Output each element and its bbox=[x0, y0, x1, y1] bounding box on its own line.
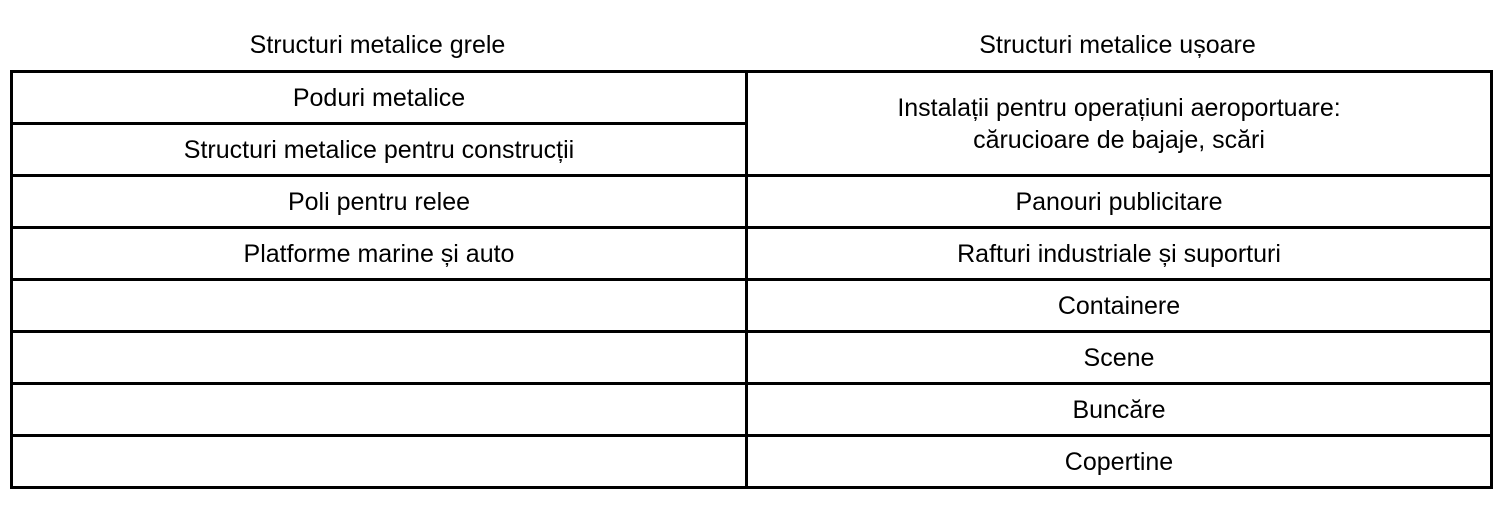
cell-light-2: Panouri publicitare bbox=[747, 176, 1492, 228]
table-row bbox=[12, 176, 1492, 228]
column-header-heavy-structures: Structuri metalice grele bbox=[249, 31, 506, 59]
cell-heavy-4: Platforme marine și auto bbox=[12, 228, 747, 280]
cell-heavy-1: Poduri metalice bbox=[12, 72, 747, 124]
table-row bbox=[12, 332, 1492, 384]
table-row bbox=[12, 280, 1492, 332]
cell-light-1 bbox=[747, 72, 1492, 176]
cell-heavy-3: Poli pentru relee bbox=[12, 176, 747, 228]
cell-heavy-2: Structuri metalice pentru construcții bbox=[12, 124, 747, 176]
table-row bbox=[12, 72, 1492, 124]
table-row bbox=[12, 228, 1492, 280]
cell-light-3: Rafturi industriale și suporturi bbox=[747, 228, 1492, 280]
cell-light-6: Buncăre bbox=[747, 384, 1492, 436]
table-container bbox=[10, 70, 1490, 489]
cell-light-7: Copertine bbox=[747, 436, 1492, 488]
structures-table bbox=[10, 70, 1493, 489]
cell-heavy-7-empty bbox=[12, 384, 747, 436]
cell-light-4: Containere bbox=[747, 280, 1492, 332]
cell-heavy-8-empty bbox=[12, 436, 747, 488]
table-column-headers bbox=[10, 0, 1490, 60]
cell-light-5: Scene bbox=[747, 332, 1492, 384]
table-row bbox=[12, 384, 1492, 436]
table-row bbox=[12, 436, 1492, 488]
cell-light-1-line2: cărucioare de bajaje, scări bbox=[973, 125, 1265, 154]
column-header-light-structures: Structuri metalice ușoare bbox=[979, 31, 1256, 59]
cell-heavy-5-empty bbox=[12, 280, 747, 332]
cell-light-1-line1: Instalații pentru operațiuni aeroportuare: bbox=[897, 93, 1341, 122]
cell-heavy-6-empty bbox=[12, 332, 747, 384]
